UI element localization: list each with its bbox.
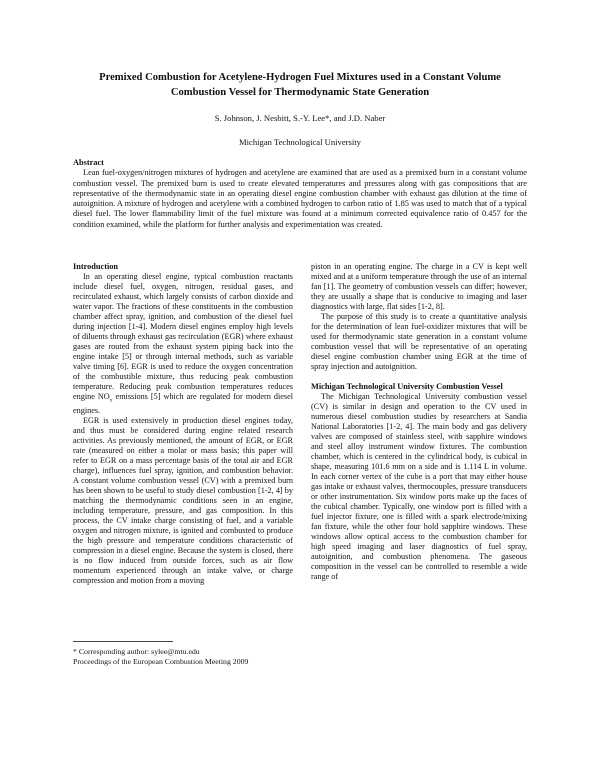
introduction-paragraph-3: The purpose of this study is to create a quantitative analysis for the determination of lean fuel-oxidizer mixtures that will be used for thermodynamic state generation in a constant volume combustion vessel that will be representative of an operating diesel engine combustion chamber using EGR at the time of spray injection and autoignition. — [311, 312, 527, 371]
introduction-paragraph-2: EGR is used extensively in production diesel engines today, and thus must be considered during engine related research activities. As previously mentioned, the amount of EGR, or EGR rate (measured on either a molar or mass basis; this paper will refer to EGR on a mass percentage basis of the total air and EGR charge), influences fuel spray, ignition, and combustion behavior. A constant volume combustion vessel (CV) with a premixed burn has been shown to be useful to study diesel combustion [1-2, 4] by matching the thermodynamic conditions seen in an engine, including temperature, pressure, and gas composition. In this process, the CV intake charge consisting of fuel, and a variable oxygen and nitrogen mixture, is ignited and combusted to produce the high pressure and temperature conditions characteristic of compression in a diesel engine. Because the system is closed, there is no flow induced from outside forces, such as air flow momentum experienced through an intake valve, or charge compression and motion from a moving — [73, 415, 293, 585]
footnote — [73, 647, 373, 666]
paper-title — [60, 70, 540, 100]
intro-p1-text: In an operating diesel engine, typical combustion reactants include diesel fuel, oxygen, nitrogen, residual gases, and recirculated exhaust, which largely consists of carbon dioxide and water vapor. The fractions of these constituents in the combustion chamber affect spray, ignition, and combustion of the diesel fuel during injection [1-4]. Modern diesel engines employ high levels of diluents through exhaust gas recirculation (EGR) where exhaust gases are routed from the exhaust system piping back into the engine intake [5] or through internal methods, such as variable valve timing [6]. EGR is used to reduce the oxygen concentration of the combustible mixture, thus reducing peak combustion temperature. Reducing peak combustion temperatures reduces engine NO — [73, 272, 293, 402]
corresponding-author: * Corresponding author: sylee@mtu.edu — [73, 647, 200, 656]
right-column — [311, 262, 527, 582]
author-list: S. Johnson, J. Nesbitt, S.-Y. Lee*, and J.D. Naber — [214, 113, 386, 123]
introduction-paragraph-1 — [73, 272, 293, 416]
footnote-divider — [73, 641, 173, 642]
vessel-heading: Michigan Technological University Combustion Vessel — [311, 382, 503, 391]
introduction-heading: Introduction — [73, 262, 119, 271]
title-line-2: Combustion Vessel for Thermodynamic State Generation — [170, 87, 430, 98]
abstract-text: Lean fuel-oxygen/nitrogen mixtures of hydrogen and acetylene are examined that are used as a premixed burn in a constant volume combustion vessel. The premixed burn is used to create elevated temperatures and pressures along with gas compositions that are representative of the thermodynamic state in an operating diesel engine combustion chamber with exhaust gas dilution at the time of autoignition. A mixture of hydrogen and acetylene with a combined hydrogen to carbon ratio of 1.85 was used to match that of a typical diesel fuel. The lower flammability limit of the fuel mixture was found at a minimum corrected equivalence ratio of 0.457 for the condition examined, while the platform for further analysis and experimentation was created. — [73, 168, 527, 229]
nox-subscript: x — [109, 397, 113, 404]
title-line-1: Premixed Combustion for Acetylene-Hydrogen Fuel Mixtures used in a Constant Volume — [99, 72, 501, 83]
abstract-section — [73, 158, 527, 230]
introduction-paragraph-2-continued: piston in an operating engine. The charge in a CV is kept well mixed and at a uniform temperature through the use of an internal fan [1]. The geometry of combustion vessels can differ; however, they are usually a shape that is conducive to imaging and laser diagnostics with large, flat sides [1-2, 8]. — [311, 262, 527, 311]
left-column — [73, 262, 293, 586]
vessel-paragraph: The Michigan Technological University combustion vessel (CV) is similar in design and operation to the CV used in numerous diesel combustion studies by researchers at Sandia National Laboratories [1-2, 4]. The main body and gas delivery valves are composed of stainless steel, with sapphire windows and steel alloy instrument window fixtures. The combustion chamber, which is centered in the cylindrical body, is cubical in shape, measuring 101.6 mm on a side and is 1.114 L in volume. In each corner vertex of the cube is a port that may either house gas intake or exhaust valves, thermocouples, pressure transducers or other instrumentation. Six window ports make up the faces of the cubical chamber. Typically, one window port is filled with a fuel injector fixture, one is filled with a spark electrode/mixing fan fixture, while the other four hold sapphire windows. These windows allow optical access to the combustion chamber for high speed imaging and laser diagnostics of fuel spray, autoignition, and combustion phenomena. The gaseous composition in the vessel can be controlled to resemble a wide range of — [311, 392, 527, 582]
proceedings-line: Proceedings of the European Combustion Meeting 2009 — [73, 656, 249, 666]
affiliation: Michigan Technological University — [239, 137, 361, 147]
abstract-heading: Abstract — [73, 158, 104, 167]
intro-p1-end: emissions [5] which are regulated for modern diesel engines. — [73, 392, 294, 415]
